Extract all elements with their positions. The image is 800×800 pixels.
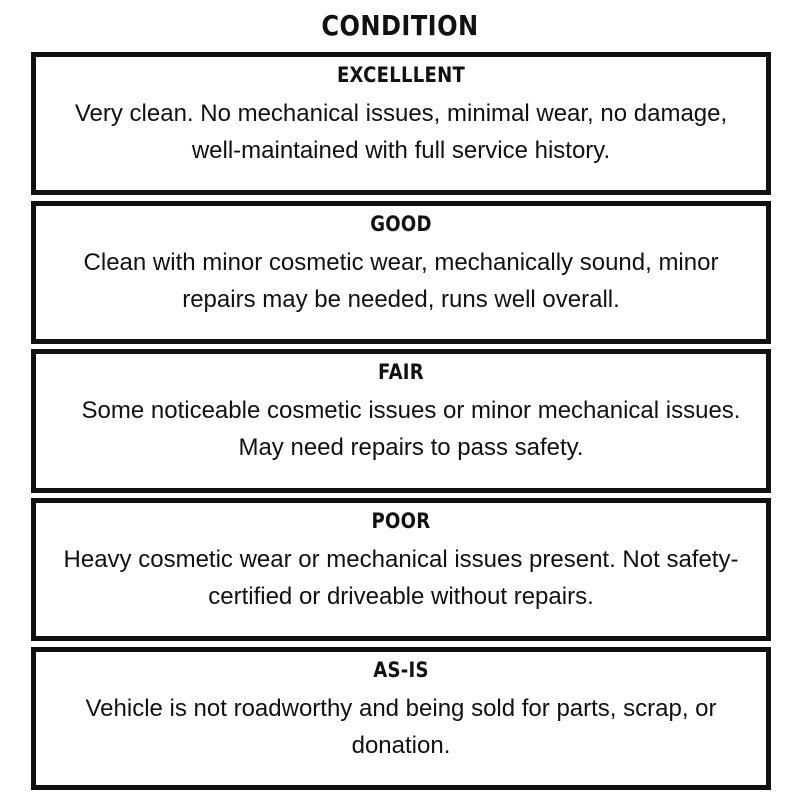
condition-label-good: GOOD xyxy=(370,212,432,236)
condition-label-as-is: AS-IS xyxy=(373,658,429,682)
condition-description-fair: Some noticeable cosmetic issues or minor mechanical issues. May need repairs to pass safety. xyxy=(81,397,741,461)
condition-card-good xyxy=(31,201,771,344)
condition-card-fair xyxy=(31,349,771,493)
condition-description-good: Clean with minor cosmetic wear, mechanically sound, minor repairs may be needed, runs well overall. xyxy=(83,249,719,313)
condition-label-poor: POOR xyxy=(371,509,431,533)
condition-card-excellent xyxy=(31,52,771,195)
condition-label-fair: FAIR xyxy=(378,360,424,384)
condition-label-excellent: EXCELLLENT xyxy=(336,63,466,87)
condition-description-excellent: Very clean. No mechanical issues, minimal wear, no damage, well-maintained with full service history. xyxy=(74,100,728,164)
condition-card-poor xyxy=(31,498,771,641)
page-title: CONDITION xyxy=(321,9,479,42)
condition-card-as-is xyxy=(31,647,771,790)
condition-description-as-is: Vehicle is not roadworthy and being sold for parts, scrap, or donation. xyxy=(85,695,717,759)
condition-description-poor: Heavy cosmetic wear or mechanical issues present. Not safety-certified or driveable without repairs. xyxy=(63,546,739,610)
